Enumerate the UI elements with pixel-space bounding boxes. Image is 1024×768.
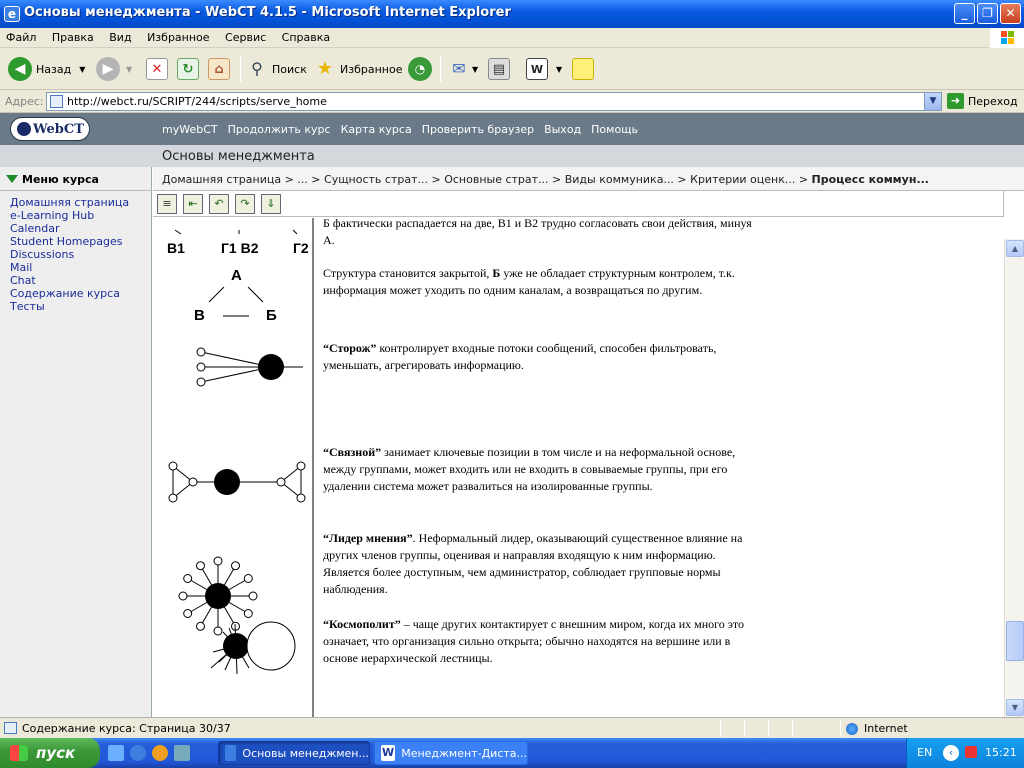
go-button[interactable]	[947, 93, 1018, 109]
menu-tools[interactable]: Сервис	[225, 31, 267, 44]
word-icon: W	[382, 746, 395, 759]
webct-nav-links	[162, 123, 648, 136]
go-label: Переход	[968, 94, 1018, 108]
back-arrow-icon: ◀	[8, 57, 32, 81]
mail-button[interactable]	[448, 54, 478, 84]
stop-button[interactable]	[146, 54, 168, 84]
task-browser-label: Основы менеджмен...	[242, 746, 369, 760]
address-label: Адрес:	[5, 95, 44, 108]
scrollbar-thumb[interactable]	[1006, 621, 1024, 661]
webct-logo[interactable]	[10, 117, 90, 141]
favorites-button[interactable]	[314, 54, 402, 84]
label-b: Б	[266, 307, 277, 324]
nav-logout[interactable]: Выход	[544, 123, 582, 136]
task-word[interactable]	[374, 741, 528, 765]
search-button[interactable]	[246, 54, 307, 84]
toolbar	[0, 48, 1024, 90]
status-text: Содержание курса: Страница 30/37	[22, 722, 231, 735]
star-node	[249, 592, 257, 600]
back-label: Назад	[36, 62, 72, 76]
nav-course-map[interactable]: Карта курса	[340, 123, 412, 136]
chevron-down-icon: ▼	[556, 64, 563, 74]
start-label: пуск	[36, 744, 76, 762]
security-zone	[846, 722, 908, 735]
address-input[interactable]	[46, 92, 942, 111]
paragraph-cosmopolitan	[323, 616, 763, 667]
star-hub	[205, 583, 231, 609]
liaison-text: занимает ключевые позиции в том числе и на неформальной основе, между группами, может входить или не входить в совываемые группы, при его удалении система может развалиться на изолированные группы.	[323, 445, 736, 493]
ie-icon: e	[4, 6, 20, 22]
paragraph-gatekeeper	[323, 340, 763, 374]
triangle-down-icon	[6, 175, 18, 183]
menu-link-elearning-hub[interactable]: e-Learning Hub	[10, 209, 95, 222]
show-desktop-icon[interactable]	[108, 745, 124, 761]
opinion-leader-term: “Лидер мнения”	[323, 531, 413, 545]
course-menu-title: Меню курса	[22, 173, 99, 186]
ie-icon[interactable]	[130, 745, 146, 761]
label-g1-b2: Г1 В2	[221, 240, 259, 256]
home-button[interactable]	[208, 54, 230, 84]
breadcrumb-current: Процесс коммун...	[811, 173, 929, 186]
page-icon	[50, 95, 63, 108]
closed-structure-pre: Структура становится закрытой,	[323, 266, 493, 280]
chevron-left-icon[interactable]: ‹	[943, 745, 959, 761]
cosmopolitan-text: – чаще других контактирует с внешним миром, когда их много это означает, что организация сильно открыта; обычно находятся на вершине или в основе иерархической лестницы.	[323, 617, 744, 665]
chevron-down-icon: ▼	[126, 64, 133, 74]
download-icon[interactable]: ⇓	[261, 194, 281, 214]
breadcrumb-text[interactable]	[162, 173, 929, 186]
webct-logo-text: WebCT	[33, 122, 84, 137]
nav-resume-course[interactable]: Продолжить курс	[227, 123, 331, 136]
gatekeeper-text: контролирует входные потоки сообщений, способен фильтровать, уменьшать, агрегировать информацию.	[323, 341, 717, 372]
menu-link-home[interactable]: Домашняя страница	[10, 196, 130, 209]
stop-icon: ✕	[146, 58, 168, 80]
page-icon	[4, 722, 17, 734]
star-node	[197, 622, 205, 630]
course-title: Основы менеджмента	[162, 149, 315, 164]
content-toolbar	[153, 191, 1004, 217]
back-button[interactable]	[8, 54, 85, 84]
address-bar	[0, 90, 1024, 113]
menu-link-calendar[interactable]: Calendar	[10, 222, 60, 235]
paragraph-closed-structure	[323, 265, 763, 299]
zone-label: Internet	[864, 722, 908, 735]
messenger-button[interactable]	[572, 54, 594, 84]
forward-button[interactable]	[96, 54, 132, 84]
paragraph-opinion-leader	[323, 530, 763, 598]
menu-help[interactable]: Справка	[281, 31, 331, 44]
mail-icon: ✉	[452, 59, 466, 78]
status-bar	[0, 717, 1024, 738]
previous-page-icon[interactable]: ↶	[209, 194, 229, 214]
star-node	[232, 562, 240, 570]
task-word-label: Менеджмент-Диста...	[401, 746, 527, 760]
forward-arrow-icon: ▶	[96, 57, 120, 81]
star-node	[184, 575, 192, 583]
cosmopolitan-diagram	[211, 622, 295, 674]
document-area	[153, 218, 1004, 717]
star-node	[244, 610, 252, 618]
print-button[interactable]	[488, 54, 510, 84]
quick-launch	[108, 745, 190, 761]
course-menu-list	[10, 196, 129, 313]
chevron-down-icon[interactable]: ▼	[924, 93, 941, 110]
menu-file[interactable]: Файл	[6, 31, 37, 44]
star-node	[244, 575, 252, 583]
star-icon: ★	[316, 58, 334, 79]
next-page-icon[interactable]: ↷	[235, 194, 255, 214]
note-icon	[572, 58, 594, 80]
closed-structure-post: уже не обладает структурным контролем, т.к. информация может уходить по одним каналам, а возвращаться по другим.	[323, 266, 735, 297]
refresh-button[interactable]	[177, 54, 199, 84]
system-tray	[906, 738, 1024, 768]
favorites-label: Избранное	[340, 62, 403, 76]
star-node	[184, 610, 192, 618]
refresh-icon: ↻	[177, 58, 199, 80]
word-icon: W	[526, 58, 548, 80]
nav-mywebct[interactable]: myWebCT	[162, 123, 218, 136]
edit-button[interactable]	[526, 54, 562, 84]
menu-link-mail[interactable]: Mail	[10, 261, 33, 274]
first-page-icon[interactable]: ⇤	[183, 194, 203, 214]
menu-link-student-homepages[interactable]: Student Homepages	[10, 235, 123, 248]
scroll-down-icon[interactable]: ▼	[1006, 699, 1024, 716]
search-icon: ⚲	[251, 59, 263, 78]
address-url: http://webct.ru/SCRIPT/244/scripts/serve_home	[67, 95, 327, 108]
course-menu	[0, 167, 152, 717]
menu-bar	[0, 28, 1024, 48]
chevron-down-icon: ▼	[472, 64, 479, 74]
menu-link-chat[interactable]: Chat	[10, 274, 36, 287]
menu-link-tests[interactable]: Тесты	[10, 300, 45, 313]
minimize-button[interactable]: _	[954, 3, 975, 24]
star-node	[214, 627, 222, 635]
menu-link-course-content[interactable]: Содержание курса	[10, 287, 120, 300]
ie-icon	[225, 745, 236, 761]
menu-view[interactable]: Вид	[109, 31, 132, 44]
language-indicator[interactable]: EN	[917, 746, 933, 759]
label-v: В	[194, 307, 205, 324]
home-icon: ⌂	[208, 58, 230, 80]
windows-flag-icon	[10, 745, 28, 761]
go-arrow-icon: ➜	[947, 93, 964, 109]
paragraph-liaison	[323, 444, 763, 495]
nav-help[interactable]: Помощь	[591, 123, 639, 136]
label-b1: В1	[167, 240, 185, 256]
chevron-down-icon: ▼	[79, 64, 86, 74]
vertical-scrollbar[interactable]	[1004, 239, 1024, 717]
opinion-leader-text: . Неформальный лидер, оказывающий существенное влияние на других членов группы, оценивая и направляя входящую к ним информацию. Является более доступным, чем администратор, соблюдает групповые нормы наблюдения.	[323, 531, 743, 596]
nav-check-browser[interactable]: Проверить браузер	[421, 123, 535, 136]
menu-edit[interactable]: Правка	[51, 31, 94, 44]
restore-button[interactable]: ❐	[977, 3, 998, 24]
breadcrumb-path[interactable]: Домашняя страница > ... > Сущность страт... > Основные страт... > Виды коммуника... > Критерии оценк... >	[162, 173, 812, 186]
menu-link-discussions[interactable]: Discussions	[10, 248, 75, 261]
task-browser[interactable]	[218, 741, 370, 765]
media-player-icon[interactable]	[152, 745, 168, 761]
star-node	[214, 557, 222, 565]
breadcrumb	[153, 167, 1024, 191]
scroll-up-icon[interactable]: ▲	[1006, 240, 1024, 257]
tray-app-icon[interactable]	[965, 746, 977, 758]
liaison-term: “Связной”	[323, 445, 382, 459]
windows-logo-icon	[990, 28, 1024, 48]
globe-icon	[846, 723, 858, 735]
menu-favorites[interactable]: Избранное	[147, 31, 210, 44]
printer-icon: ▤	[488, 58, 510, 80]
browser-content	[0, 113, 1024, 717]
liaison-diagram	[169, 462, 305, 502]
start-button[interactable]	[0, 738, 100, 768]
webct-nav-bar	[0, 113, 1024, 145]
label-g2: Г2	[293, 240, 309, 256]
course-title-bar	[0, 145, 1024, 167]
taskbar	[0, 738, 1024, 768]
label-a: А	[231, 267, 242, 284]
clock: 15:21	[985, 746, 1017, 759]
close-button[interactable]: ✕	[1000, 3, 1021, 24]
gatekeeper-diagram	[197, 348, 303, 386]
globe-icon	[17, 122, 31, 136]
window-title: Основы менеджмента - WebCT 4.1.5 - Microsoft Internet Explorer	[24, 5, 511, 20]
gatekeeper-term: “Сторож”	[323, 341, 377, 355]
title-bar	[0, 0, 1024, 28]
history-button[interactable]	[408, 54, 432, 84]
history-icon: ◔	[408, 57, 432, 81]
course-menu-header[interactable]	[0, 167, 152, 191]
search-label: Поиск	[272, 62, 307, 76]
star-node	[179, 592, 187, 600]
opinion-leader-diagram	[179, 557, 257, 635]
star-node	[197, 562, 205, 570]
folder-icon[interactable]	[174, 745, 190, 761]
list-icon[interactable]: ≡	[157, 194, 177, 214]
paragraph-split: Б фактически распадается на две, В1 и В2 трудно согласовать свои действия, минуя А.	[323, 218, 752, 247]
cosmopolitan-term: “Космополит”	[323, 617, 401, 631]
closed-structure-bold: Б	[492, 266, 501, 280]
